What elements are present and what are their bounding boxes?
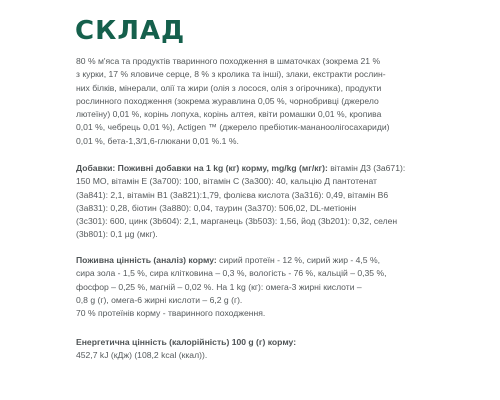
page-title: СКЛАД — [75, 16, 186, 46]
composition-line: з курки, 17 % яловиче серце, 8 % з кролика та інші), злаки, екстракти рослин- — [76, 69, 386, 80]
additives-text: вітамін Д3 (3а671): — [327, 163, 406, 173]
composition-line: лютеїну) 0,01 %, корінь лопуха, корінь алтея, квіти ромашки 0,01 %, кропива — [76, 109, 382, 120]
energy-paragraph — [76, 336, 428, 363]
additives-line — [76, 162, 428, 175]
additives-line: (3а831): 0,28, біотин (3а880): 0,04, таурин (3а370): 506,02, DL-метіонін — [76, 202, 357, 213]
energy-line: 452,7 kJ (кДж) (108,2 kcal (ккал)). — [76, 350, 208, 361]
composition-paragraph — [76, 55, 428, 148]
energy-label: Енергетична цінність (калорійність) 100 g (г) корму: — [76, 337, 297, 347]
additives-label: Добавки: Поживні добавки на 1 kg (кг) корму, mg/kg (мг/кг): — [76, 163, 328, 173]
nutrition-line: 70 % протеїнів корму - тваринного походження. — [76, 308, 266, 319]
nutrition-paragraph — [76, 254, 428, 320]
composition-line: них білків, мінерали, олії та жири (олія з лосося, олія з огірочника), продукти — [76, 82, 382, 93]
nutrition-line: фосфор – 0,25 %, магній – 0,02 %. На 1 kg (кг): омега-3 жирні кислоти – — [76, 281, 362, 292]
composition-line: 80 % м'яса та продуктів тваринного походження в шматочках (зокрема 21 % — [76, 56, 381, 66]
composition-line: 0,01 %, чебрець 0,01 %), Actigen ™ (джерело пребіотик-мананоолігосахариди) — [76, 122, 390, 133]
additives-line: (3а841): 2,1, вітамін В1 (3а821):1,79, фолієва кислота (3а316): 0,49, вітамін В6 — [76, 189, 389, 200]
nutrition-line: 0,8 g (г), омега-6 жирні кислоти – 6,2 g (г). — [76, 294, 243, 305]
additives-paragraph — [76, 162, 428, 242]
nutrition-label: Поживна цінність (аналіз) корму: — [76, 255, 217, 265]
additives-line: (3b801): 0,1 µg (мкг). — [76, 229, 158, 240]
nutrition-text: сирий протеїн - 12 %, сирий жир - 4,5 %, — [216, 255, 380, 265]
additives-line: (3с301): 600, цинк (3b604): 2,1, марганець (3b503): 1,56, йод (3b201): 0,32, селен — [76, 216, 398, 227]
composition-line: 0,01 %, бета-1,3/1,6-глюкани 0,01 %.1 %. — [76, 135, 239, 146]
composition-line: рослинного походження (зокрема журавлина 0,05 %, чорнобривці (джерело — [76, 95, 379, 106]
additives-line: 150 МО, вітамін Е (3а700): 100, вітамін С (3а300): 40, кальцію Д пантотенат — [76, 176, 377, 187]
nutrition-line: сира зола - 1,5 %, сира клітковина – 0,3 %, вологість - 76 %, кальцій – 0,35 %, — [76, 268, 387, 279]
nutrition-line — [76, 254, 428, 267]
